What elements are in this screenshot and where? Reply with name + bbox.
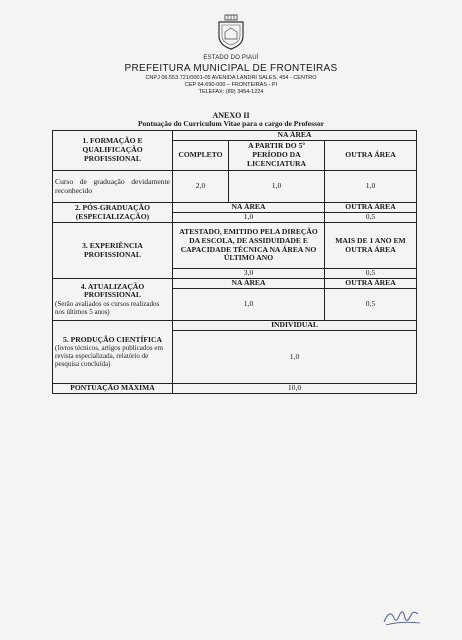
experiencia-atestado-header: ATESTADO, EMITIDO PELA DIREÇÃO DA ESCOLA, DE ASSIDUIDADE E CAPACIDADE TÉCNICA NA ÁREA NO ÚLTIMO ANO xyxy=(173,223,325,269)
pos-label: 2. PÓS-GRADUAÇÃO (ESPECIALIZAÇÃO) xyxy=(53,203,173,223)
formacao-a-partir-value: 1,0 xyxy=(229,171,325,203)
formacao-na-area-header: NA ÁREA xyxy=(173,131,417,141)
table-row xyxy=(53,223,417,269)
atualizacao-na-area-header: NA ÁREA xyxy=(173,279,325,289)
pos-na-area-header: NA ÁREA xyxy=(173,203,325,213)
producao-cell xyxy=(53,321,173,384)
experiencia-atestado-value: 3,0 xyxy=(173,269,325,279)
atualizacao-label: 4. ATUALIZAÇÃO PROFISSIONAL xyxy=(80,281,145,300)
atualizacao-na-area-value: 1,0 xyxy=(173,289,325,321)
score-table xyxy=(52,130,417,394)
cep-line: CEP 64.690-000 – FRONTEIRAS - PI xyxy=(184,82,278,88)
table-row xyxy=(53,279,417,289)
table-row xyxy=(53,131,417,141)
experiencia-mais-header: MAIS DE 1 ANO EM OUTRA ÁREA xyxy=(325,223,417,269)
atualizacao-outra-area-value: 0,5 xyxy=(325,289,417,321)
formacao-label: 1. FORMAÇÃO E QUALIFICAÇÃO PROFISSIONAL xyxy=(53,131,173,171)
table-row xyxy=(53,384,417,394)
pos-outra-area-value: 0,5 xyxy=(325,213,417,223)
annex-subtitle: Pontuação do Curriculum Vitae para o cargo de Professor xyxy=(137,119,325,128)
atualizacao-description: (Serão avaliados os cursos realizados nos últimos 5 anos) xyxy=(55,300,160,317)
formacao-a-partir-header: A PARTIR DO 5º PERÍODO DA LICENCIATURA xyxy=(229,141,325,171)
formacao-outra-area-value: 1,0 xyxy=(325,171,417,203)
formacao-description: Curso de graduação devidamente reconhecido xyxy=(53,171,173,203)
handwritten-signature-icon xyxy=(382,604,422,628)
telefax-line: TELEFAX: (89) 3454-1224 xyxy=(198,89,264,95)
prefeitura-name: PREFEITURA MUNICIPAL DE FRONTEIRAS xyxy=(124,63,338,74)
municipal-crest-icon xyxy=(216,14,246,50)
formacao-completo-header: COMPLETO xyxy=(173,141,229,171)
formacao-completo-value: 2,0 xyxy=(173,171,229,203)
producao-description: (livros técnicos, artigos publicados em revista especializada, relatório de pesquisa concluída) xyxy=(55,344,163,369)
state-name: ESTADO DO PIAUÍ xyxy=(203,55,259,61)
atualizacao-cell xyxy=(53,279,173,321)
atualizacao-outra-area-header: OUTRA ÁREA xyxy=(325,279,417,289)
producao-label: 5. PRODUÇÃO CIENTÍFICA xyxy=(63,334,162,344)
pontuacao-maxima-label: PONTUAÇÃO MÁXIMA xyxy=(53,384,173,394)
producao-individual-value: 1,0 xyxy=(173,331,417,384)
cnpj-address: CNPJ 06.553.721/0001-05 AVENIDA LANDRI SALES, 454 - CENTRO xyxy=(145,75,317,81)
table-row xyxy=(53,203,417,213)
producao-individual-header: INDIVIDUAL xyxy=(173,321,417,331)
table-row xyxy=(53,171,417,203)
formacao-outra-area-header: OUTRA ÁREA xyxy=(325,141,417,171)
pontuacao-maxima-value: 10,0 xyxy=(173,384,417,394)
experiencia-mais-value: 0,5 xyxy=(325,269,417,279)
experiencia-label: 3. EXPERIÊNCIA PROFISSIONAL xyxy=(53,223,173,279)
pos-outra-area-header: OUTRA ÁREA xyxy=(325,203,417,213)
pos-na-area-value: 1,0 xyxy=(173,213,325,223)
table-row xyxy=(53,321,417,331)
annex-title: ANEXO II xyxy=(212,111,250,120)
